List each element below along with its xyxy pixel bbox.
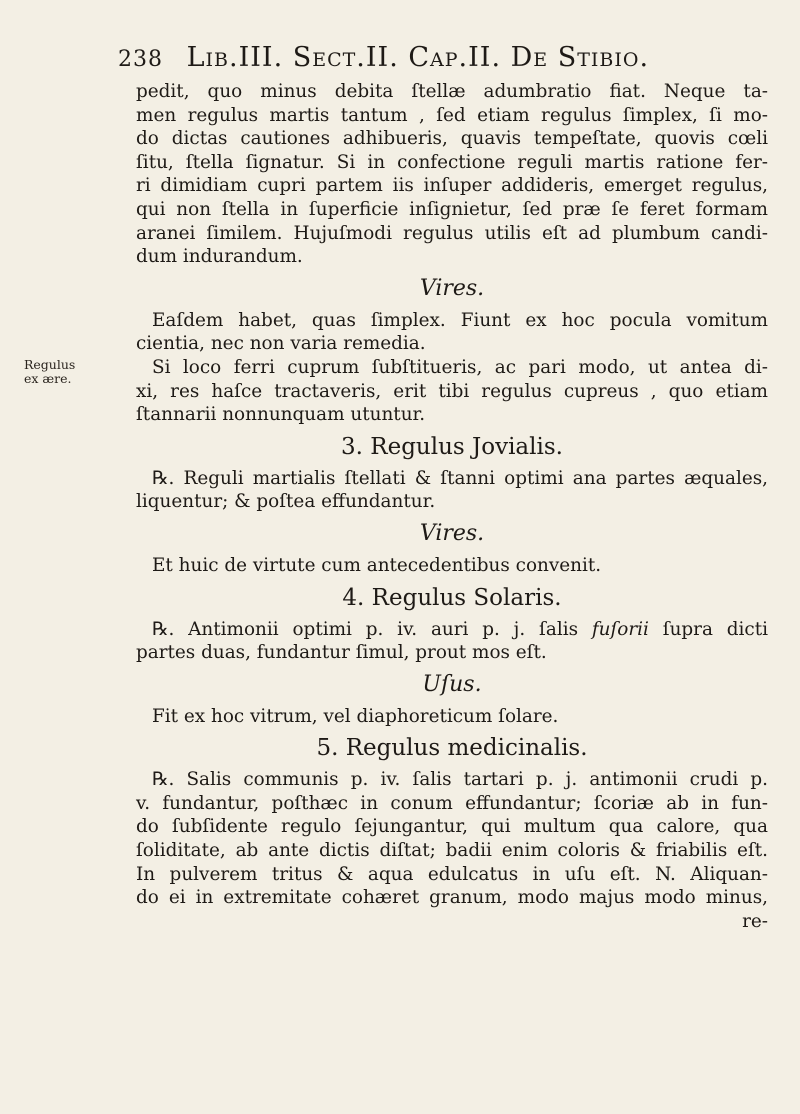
section-heading-vires: Vires. (419, 520, 485, 546)
text-line: do dictas cautiones adhibueris, quavis tempeſtate, quovis cœli (136, 128, 768, 150)
text-line: Eaſdem habet, quas ſimplex. Fiunt ex hoc pocula vomitum (152, 309, 768, 331)
margin-note-line: ex ære. (24, 371, 72, 386)
section-heading-regulus-jovialis: 3. Regulus Jovialis. (341, 433, 563, 460)
text-line: dum indurandum. (136, 246, 303, 268)
text-line: partes duas, fundantur ſimul, prout mos eſt. (136, 642, 547, 664)
text-line: Et huic de virtute cum antecedentibus convenit. (152, 554, 602, 576)
text-line: ſoliditate, ab ante dictis diſtat; badii enim coloris & friabilis eſt. (136, 840, 768, 862)
margin-note (24, 358, 124, 386)
text-line: In pulverem tritus & aqua edulcatus in uſu eſt. N. Aliquan- (136, 863, 768, 885)
text-line: ℞. Salis communis p. iv. ſalis tartari p. j. antimonii crudi p. (152, 769, 768, 791)
body-text (136, 80, 768, 933)
text-line: ℞. Antimonii optimi p. iv. auri p. j. ſalis fuſorii ſupra dicti (152, 618, 768, 640)
section-heading-usus: Uſus. (422, 671, 482, 697)
section-heading-regulus-solaris: 4. Regulus Solaris. (342, 584, 562, 611)
section-heading-regulus-medicinalis: 5. Regulus medicinalis. (316, 735, 588, 762)
text-line: cientia, nec non varia remedia. (136, 333, 426, 355)
text-line: Fit ex hoc vitrum, vel diaphoreticum ſolare. (152, 705, 559, 727)
margin-note-line: Regulus (24, 357, 76, 372)
text-line: Si loco ferri cuprum ſubſtitueris, ac pari modo, ut antea di- (152, 356, 768, 378)
text-line: xi, res haſce tractaveris, erit tibi regulus cupreus , quo etiam (136, 380, 768, 402)
text-line: v. fundantur, poſthæc in conum effundantur; ſcoriæ ab in fun- (136, 792, 768, 814)
catchword: re- (742, 910, 768, 932)
text-line: ri dimidiam cupri partem iis inſuper addideris, emerget regulus, (136, 175, 768, 197)
running-title: Lib.III. Sect.II. Cap.II. De Stibio. (186, 42, 650, 73)
text-line: ℞. Reguli martialis ſtellati & ſtanni optimi ana partes æquales, (152, 467, 768, 489)
text-line: do ſubſidente regulo ſejungantur, qui multum qua calore, qua (136, 816, 768, 838)
running-header (118, 42, 768, 73)
text-line: men regulus martis tantum , ſed etiam regulus ſimplex, ſi mo- (136, 104, 768, 126)
text-line: qui non ſtella in ſuperficie inſignietur, ſed præ ſe feret formam (136, 198, 768, 220)
text-line: aranei ſimilem. Hujuſmodi regulus utilis eſt ad plumbum candi- (136, 222, 768, 244)
text-line: pedit, quo minus debita ſtellæ adumbratio fiat. Neque ta- (136, 81, 768, 102)
text-line: do ei in extremitate cohæret granum, modo majus modo minus, (136, 887, 768, 909)
text-line: ſitu, ſtella ſignatur. Si in confectione reguli martis ratione fer- (136, 151, 768, 173)
page-number: 238 (118, 47, 163, 72)
text-line: ſtannarii nonnunquam utuntur. (136, 404, 426, 426)
text-line: liquentur; & poſtea effundantur. (136, 491, 436, 513)
section-heading-vires: Vires. (419, 275, 485, 301)
